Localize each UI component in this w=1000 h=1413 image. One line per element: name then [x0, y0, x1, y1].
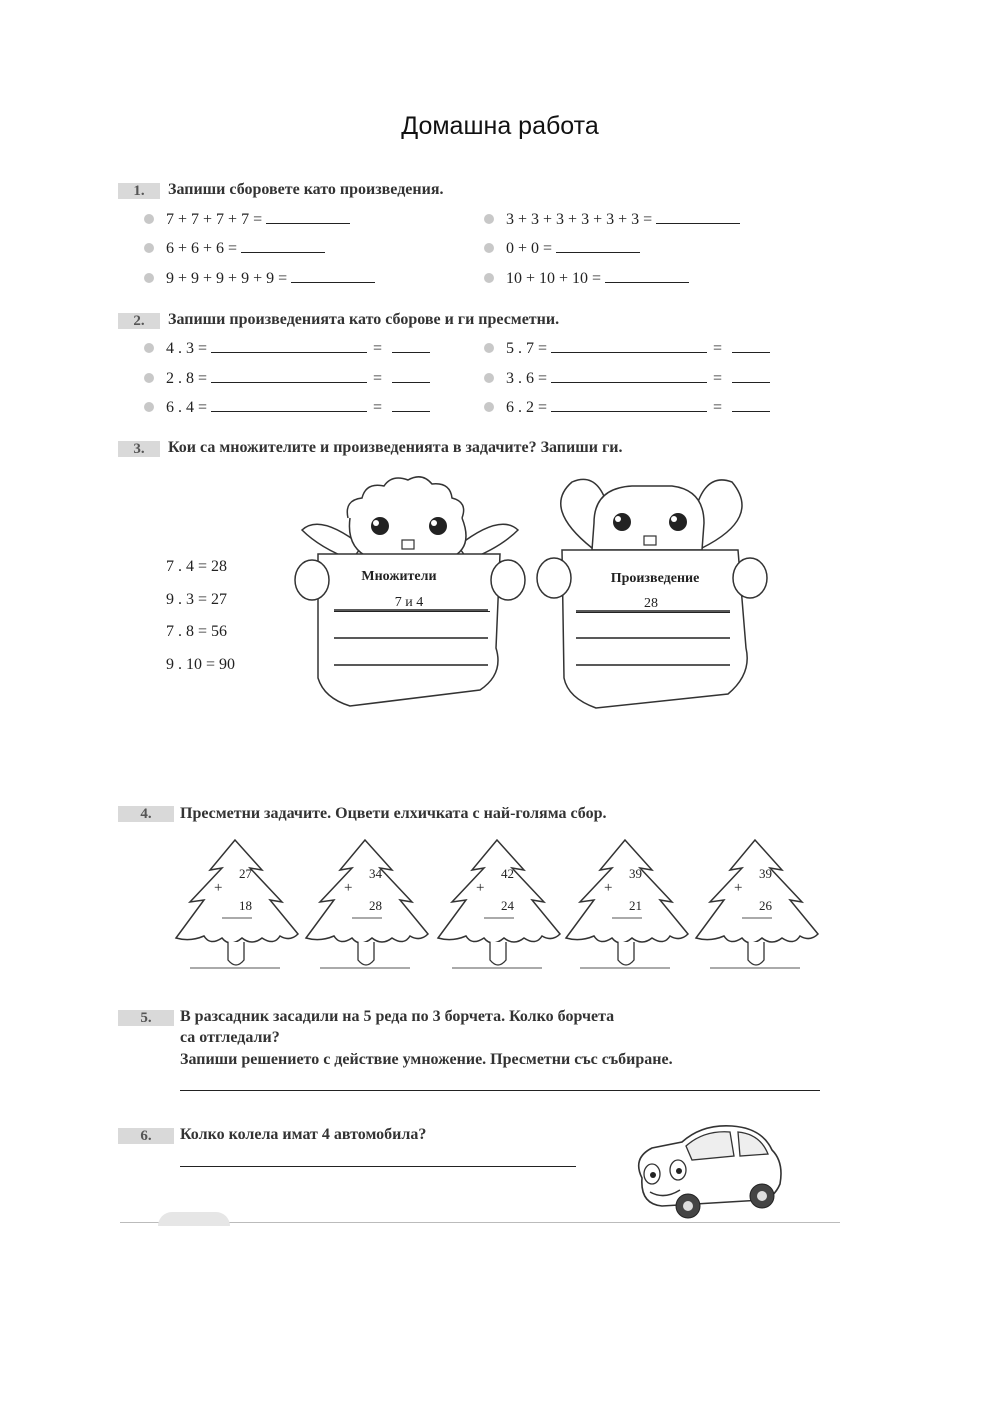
- paw-icon: [733, 558, 767, 598]
- equation: 7 . 8 = 56: [166, 623, 228, 640]
- page-title: Домашна работа: [401, 112, 599, 140]
- answer-blank[interactable]: [241, 238, 325, 253]
- answer-blank[interactable]: [556, 238, 640, 253]
- tree-addend-top: 34: [369, 866, 382, 881]
- tree-addend-top: 42: [501, 866, 514, 881]
- task-2-item: 4 . 3 = =: [144, 338, 430, 358]
- tree-crown: [176, 840, 298, 943]
- task-4-number: 4.: [118, 806, 174, 822]
- task-5-line-2: са отгледали?: [180, 1029, 280, 1046]
- result-blank[interactable]: [392, 338, 430, 353]
- task-2-number: 2.: [118, 313, 160, 329]
- bullet-icon: [144, 373, 154, 383]
- equation: 9 . 10 = 90: [166, 656, 236, 673]
- wheel-hub: [683, 1201, 693, 1211]
- tree-addend-bottom: 28: [369, 898, 382, 913]
- bullet-icon: [484, 214, 494, 224]
- task-2-item: 5 . 7 = =: [484, 338, 770, 358]
- bullet-icon: [484, 402, 494, 412]
- tree-addend-top: 39: [759, 866, 772, 881]
- task-1-item: 6 + 6 + 6 =: [144, 238, 325, 258]
- bullet-icon: [484, 273, 494, 283]
- task-2-item: 2 . 8 = =: [144, 368, 430, 388]
- plus-sign: +: [214, 880, 223, 896]
- paw-icon: [295, 560, 329, 600]
- plus-sign: +: [476, 880, 485, 896]
- task-6-heading: Колко колела имат 4 автомобила?: [180, 1126, 427, 1143]
- plus-sign: +: [604, 880, 613, 896]
- sum-blank[interactable]: [551, 397, 707, 412]
- task-5-line-3: Запиши решението с действие умножение. Пресметни със събиране.: [180, 1051, 673, 1068]
- result-blank[interactable]: [732, 397, 770, 412]
- product-card-example: 28: [644, 596, 658, 611]
- answer-line[interactable]: [334, 611, 490, 612]
- task-1-item: 0 + 0 =: [484, 238, 640, 258]
- bullet-icon: [144, 214, 154, 224]
- task-1-item: 9 + 9 + 9 + 9 + 9 =: [144, 268, 375, 288]
- eye-icon: [429, 517, 447, 535]
- tree-trunk: [748, 942, 764, 965]
- bullet-icon: [144, 343, 154, 353]
- tree-addend-bottom: 18: [239, 898, 252, 913]
- task-1-number: 1.: [118, 183, 160, 199]
- bullet-icon: [144, 402, 154, 412]
- pupil: [676, 1168, 682, 1174]
- answer-blank[interactable]: [266, 209, 350, 224]
- answer-blank[interactable]: [656, 209, 740, 224]
- task-1-item: 7 + 7 + 7 + 7 =: [144, 209, 350, 229]
- task-3-number: 3.: [118, 441, 160, 457]
- wool-icon: [347, 477, 463, 518]
- eye-shine: [431, 520, 437, 526]
- bullet-icon: [484, 343, 494, 353]
- answer-line[interactable]: [576, 612, 730, 613]
- eye-shine: [671, 516, 677, 522]
- result-blank[interactable]: [392, 368, 430, 383]
- equation: 7 . 4 = 28: [166, 558, 228, 575]
- result-blank[interactable]: [732, 338, 770, 353]
- task-6-answer-line[interactable]: [180, 1166, 576, 1167]
- tree-addend-top: 27: [239, 866, 252, 881]
- tree-crown: [438, 840, 560, 943]
- result-blank[interactable]: [392, 397, 430, 412]
- plus-sign: +: [344, 880, 353, 896]
- task-1-heading: Запиши сборовете като произведения.: [168, 181, 444, 198]
- tree-trunk: [618, 942, 634, 965]
- bullet-icon: [144, 243, 154, 253]
- task-2-item: 6 . 4 = =: [144, 397, 430, 417]
- task-1-item: 3 + 3 + 3 + 3 + 3 + 3 =: [484, 209, 740, 229]
- wheel-hub: [757, 1191, 767, 1201]
- pupil: [650, 1172, 656, 1178]
- task-1-item: 10 + 10 + 10 =: [484, 268, 689, 288]
- tree-addend-bottom: 26: [759, 898, 772, 913]
- tree-trunk: [228, 942, 244, 965]
- task-2-heading: Запиши произведенията като сборове и ги пресметни.: [168, 311, 560, 328]
- task-3-heading: Кои са множителите и произведенията в задачите? Запиши ги.: [168, 439, 623, 456]
- head-outline: [592, 486, 704, 550]
- sum-blank[interactable]: [211, 397, 367, 412]
- sum-blank[interactable]: [551, 338, 707, 353]
- bullet-icon: [144, 273, 154, 283]
- tree-addend-bottom: 21: [629, 898, 642, 913]
- tree-addend-bottom: 24: [501, 898, 514, 913]
- task-2-item: 6 . 2 = =: [484, 397, 770, 417]
- task-5-number: 5.: [118, 1010, 174, 1026]
- answer-blank[interactable]: [291, 268, 375, 283]
- eye-icon: [613, 513, 631, 531]
- tree-crown: [566, 840, 688, 943]
- task-5-line-1: В разсадник засадили на 5 реда по 3 борчета. Колко борчета: [180, 1008, 615, 1025]
- bullet-icon: [484, 243, 494, 253]
- equation: 9 . 3 = 27: [166, 591, 228, 608]
- answer-blank[interactable]: [605, 268, 689, 283]
- eye-shine: [373, 520, 379, 526]
- eye-shine: [615, 516, 621, 522]
- tree-crown: [306, 840, 428, 943]
- task-5-answer-line[interactable]: [180, 1090, 820, 1091]
- tree-addend-top: 39: [629, 866, 642, 881]
- sum-blank[interactable]: [211, 338, 367, 353]
- task-6-number: 6.: [118, 1128, 174, 1144]
- page-tab: [158, 1212, 230, 1226]
- factors-card-title: Множители: [361, 569, 437, 584]
- factors-card-example: 7 и 4: [394, 595, 424, 610]
- paw-icon: [537, 558, 571, 598]
- bullet-icon: [484, 373, 494, 383]
- eye-icon: [371, 517, 389, 535]
- paw-icon: [491, 560, 525, 600]
- head-outline: [349, 518, 466, 558]
- plus-sign: +: [734, 880, 743, 896]
- car-illustration: [622, 1118, 787, 1223]
- tree-trunk: [358, 942, 374, 965]
- task-2-item: 3 . 6 = =: [484, 368, 770, 388]
- sum-blank[interactable]: [551, 368, 707, 383]
- task-4-heading: Пресметни задачите. Оцвети елхичката с най-голяма сбор.: [180, 805, 607, 822]
- sum-blank[interactable]: [211, 368, 367, 383]
- eye-icon: [669, 513, 687, 531]
- product-card-title: Произведение: [610, 571, 700, 586]
- tree-trunk: [490, 942, 506, 965]
- tree-crown: [696, 840, 818, 943]
- result-blank[interactable]: [732, 368, 770, 383]
